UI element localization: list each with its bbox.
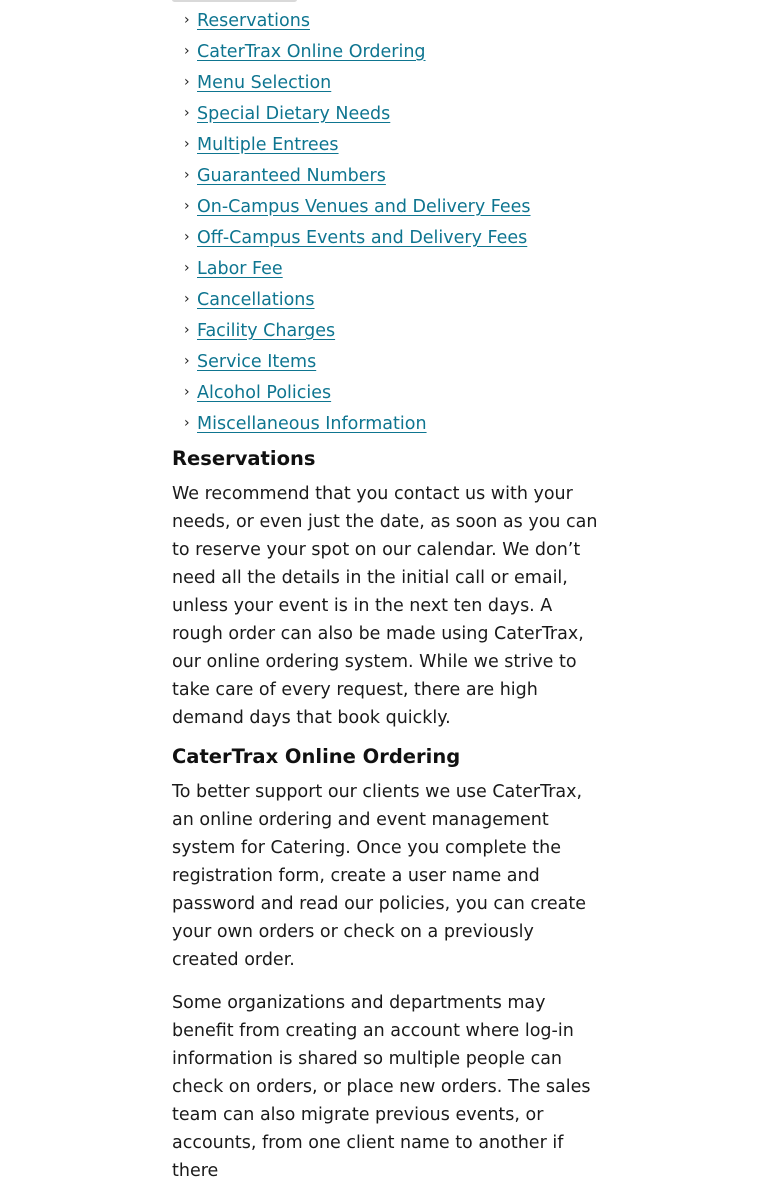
toc-link-menu-selection[interactable]: Menu Selection [197, 73, 332, 93]
chevron-right-icon: › [184, 415, 190, 431]
toc-link-reservations[interactable]: Reservations [197, 11, 310, 31]
chevron-right-icon: › [184, 260, 190, 276]
toc-link-cancellations[interactable]: Cancellations [197, 290, 315, 310]
toc-link-special-dietary-needs[interactable]: Special Dietary Needs [197, 104, 391, 124]
toc-link-facility-charges[interactable]: Facility Charges [197, 321, 336, 341]
toc-item [172, 253, 600, 284]
toc-item [172, 67, 600, 98]
toc-item [172, 160, 600, 191]
table-of-contents [172, 0, 600, 439]
section-heading-reservations: Reservations [172, 447, 316, 470]
chevron-right-icon: › [184, 291, 190, 307]
toc-link-multiple-entrees[interactable]: Multiple Entrees [197, 135, 339, 155]
toc-link-labor-fee[interactable]: Labor Fee [197, 259, 283, 279]
chevron-right-icon: › [184, 229, 190, 245]
catertrax-paragraph-2: Some organizations and departments may benefit from creating an account where log-in information is shared so multiple people can check on orders, or place new orders. The sales team can also migrate previous events, or accounts, from one client name to another if there [172, 993, 591, 1181]
chevron-right-icon: › [184, 167, 190, 183]
chevron-right-icon: › [184, 43, 190, 59]
chevron-right-icon: › [184, 136, 190, 152]
chevron-right-icon: › [184, 198, 190, 214]
toc-item [172, 191, 600, 222]
toc-item [172, 36, 600, 67]
chevron-right-icon: › [184, 353, 190, 369]
chevron-right-icon: › [184, 322, 190, 338]
toc-link-guaranteed-numbers[interactable]: Guaranteed Numbers [197, 166, 386, 186]
toc-item [172, 315, 600, 346]
toc-link-off-campus-events[interactable]: Off-Campus Events and Delivery Fees [197, 228, 528, 248]
toc-link-miscellaneous-information[interactable]: Miscellaneous Information [197, 414, 427, 434]
toc-item [172, 98, 600, 129]
chevron-right-icon: › [184, 12, 190, 28]
toc-item [172, 377, 600, 408]
toc-link-catertrax-online-ordering[interactable]: CaterTrax Online Ordering [197, 42, 426, 62]
toc-item [172, 346, 600, 377]
chevron-right-icon: › [184, 384, 190, 400]
toc-item [172, 129, 600, 160]
toc-item [172, 284, 600, 315]
main-content [172, 0, 600, 1185]
toc-item [172, 408, 600, 439]
chevron-right-icon: › [184, 74, 190, 90]
toc-item [172, 222, 600, 253]
toc-item [172, 5, 600, 36]
toc-link-on-campus-venues[interactable]: On-Campus Venues and Delivery Fees [197, 197, 531, 217]
catertrax-paragraph-1: To better support our clients we use CaterTrax, an online ordering and event management system for Catering. Once you complete the registration form, create a user name and password and read our policies, you can create your own orders or check on a previously created order. [172, 782, 586, 970]
toc-link-alcohol-policies[interactable]: Alcohol Policies [197, 383, 332, 403]
section-heading-catertrax: CaterTrax Online Ordering [172, 745, 461, 768]
reservations-paragraph: We recommend that you contact us with your needs, or even just the date, as soon as you can to reserve your spot on our calendar. We don’t need all the details in the initial call or email, unless your event is in the next ten days. A rough order can also be made using CaterTrax, our online ordering system. While we strive to take care of every request, there are high demand days that book quickly. [172, 484, 598, 728]
chevron-right-icon: › [184, 105, 190, 121]
toc-link-service-items[interactable]: Service Items [197, 352, 317, 372]
